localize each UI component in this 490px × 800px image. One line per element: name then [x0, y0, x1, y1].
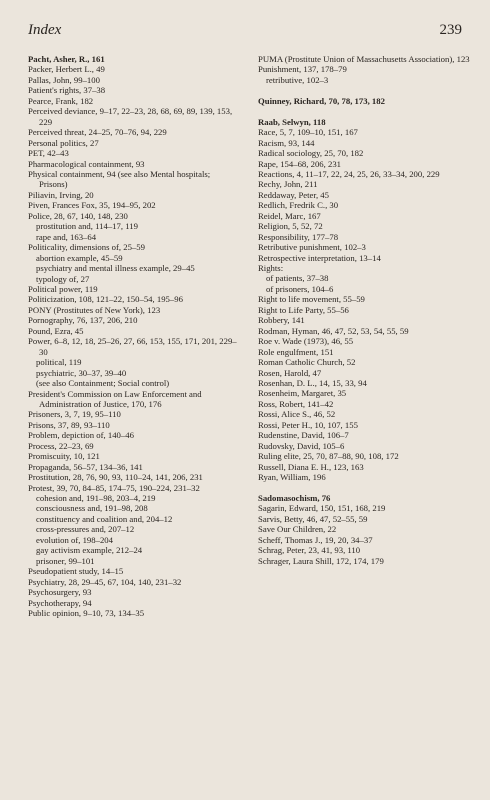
index-entry: Rosenhan, D. L., 14, 15, 33, 94	[258, 378, 367, 389]
index-entry: Pearce, Frank, 182	[28, 95, 94, 106]
index-entry: Propaganda, 56–57, 134–36, 141	[28, 461, 143, 472]
index-entry: Role engulfment, 151	[258, 346, 334, 357]
index-entry: Rape, 154–68, 206, 231	[258, 158, 342, 169]
index-entry: Radical sociology, 25, 70, 182	[258, 148, 364, 159]
index-entry: Rossi, Peter H., 10, 107, 155	[258, 419, 358, 430]
index-entry: Power, 6–8, 12, 18, 25–26, 27, 66, 153, 155, 171, 201, 229–30	[28, 336, 237, 357]
index-entry: Religion, 5, 52, 72	[258, 221, 323, 232]
index-entry: Redlich, Fredrik C., 30	[258, 200, 339, 211]
index-subentry: cohesion and, 191–98, 203–4, 219	[36, 493, 156, 504]
index-entry: Perceived threat, 24–25, 70–76, 94, 229	[28, 127, 167, 138]
index-entry: Rodman, Hyman, 46, 47, 52, 53, 54, 55, 59	[258, 325, 409, 336]
index-entry: Pseudopatient study, 14–15	[28, 566, 124, 577]
index-entry: Rosenheim, Margaret, 35	[258, 388, 347, 399]
index-entry: Right to Life Party, 55–56	[258, 304, 349, 315]
page-number: 239	[439, 22, 462, 38]
index-entry: Public opinion, 9–10, 73, 134–35	[28, 608, 145, 619]
index-entry: Rosen, Harold, 47	[258, 367, 322, 378]
index-subentry: of prisoners, 104–6	[266, 283, 334, 294]
index-entry: Pallas, John, 99–100	[28, 74, 100, 85]
index-subentry: typology of, 27	[36, 273, 90, 284]
index-subentry: of patients, 37–38	[266, 273, 329, 284]
index-entry: Rossi, Alice S., 46, 52	[258, 409, 336, 420]
index-entry: Perceived deviance, 9–17, 22–23, 28, 68, 69, 89, 139, 153, 229	[28, 106, 233, 127]
running-head-title: Index	[28, 22, 62, 38]
index-subentry: prisoner, 99–101	[36, 555, 95, 566]
index-entry: Problem, depiction of, 140–46	[28, 430, 134, 441]
index-entry: PUMA (Prostitute Union of Massachusetts Association), 123	[258, 54, 470, 64]
index-entry: Political power, 119	[28, 283, 98, 294]
index-entry: Race, 5, 7, 109–10, 151, 167	[258, 127, 358, 138]
index-subentry: gay activism example, 212–24	[36, 545, 143, 556]
index-entry: Politicality, dimensions of, 25–59	[28, 242, 145, 253]
index-entry: Psychosurgery, 93	[28, 587, 92, 598]
index-entry: Packer, Herbert L., 49	[28, 64, 105, 75]
index-subentry: psychiatry and mental illness example, 29–45	[36, 263, 195, 274]
index-entry: Psychotherapy, 94	[28, 597, 92, 608]
index-entry: Roe v. Wade (1973), 46, 55	[258, 336, 354, 347]
index-entry: Racism, 93, 144	[258, 137, 315, 148]
index-letter-head-entry: Quinney, Richard, 70, 78, 173, 182	[258, 95, 385, 106]
index-entry: Piven, Frances Fox, 35, 194–95, 202	[28, 200, 156, 211]
index-subentry: abortion example, 45–59	[36, 252, 123, 263]
index-entry: Prostitution, 28, 76, 90, 93, 110–24, 141, 206, 231	[28, 472, 203, 483]
index-entry: Psychiatry, 28, 29–45, 67, 104, 140, 231–32	[28, 576, 182, 587]
index-column-left	[28, 54, 240, 618]
index-entry: Retrospective interpretation, 13–14	[258, 252, 381, 263]
index-entry: PONY (Prostitutes of New York), 123	[28, 304, 161, 315]
index-entry: Ruling elite, 25, 70, 87–88, 90, 108, 172	[258, 451, 399, 462]
index-entry: Process, 22–23, 69	[28, 440, 94, 451]
index-entry: Prisons, 37, 89, 93–110	[28, 419, 110, 430]
index-entry: Robbery, 141	[258, 315, 305, 326]
index-entry: Reddaway, Peter, 45	[258, 189, 329, 200]
index-entry: Rights:	[258, 263, 284, 274]
index-entry: Scheff, Thomas J., 19, 20, 34–37	[258, 534, 373, 545]
index-entry: Rechy, John, 211	[258, 179, 318, 190]
index-entry: Reidel, Marc, 167	[258, 210, 321, 221]
index-subentry: retributive, 102–3	[266, 74, 329, 85]
index-subentry: evolution of, 198–204	[36, 534, 113, 545]
index-entry: Personal politics, 27	[28, 137, 99, 148]
index-entry: Responsibility, 177–78	[258, 231, 339, 242]
index-letter-head-entry: Pacht, Asher, R., 161	[28, 54, 105, 64]
index-entry: Politicization, 108, 121–22, 150–54, 195–96	[28, 294, 183, 305]
index-column-right	[258, 54, 472, 566]
index-letter-head-entry: Sadomasochism, 76	[258, 492, 331, 503]
index-entry: Russell, Diana E. H., 123, 163	[258, 461, 364, 472]
index-entry: Save Our Children, 22	[258, 524, 337, 535]
index-subentry: consciousness and, 191–98, 208	[36, 503, 148, 514]
index-entry: Ryan, William, 196	[258, 472, 326, 483]
index-entry: Right to life movement, 55–59	[258, 294, 365, 305]
index-entry: Schrager, Laura Shill, 172, 174, 179	[258, 555, 384, 566]
index-entry: Prisoners, 3, 7, 19, 95–110	[28, 409, 121, 420]
index-entry: Sagarin, Edward, 150, 151, 168, 219	[258, 503, 386, 514]
index-entry: Rudovsky, David, 105–6	[258, 440, 345, 451]
index-entry: President's Commission on Law Enforcement and Administration of Justice, 170, 176	[28, 388, 202, 409]
index-entry: Ross, Robert, 141–42	[258, 398, 334, 409]
index-entry: Promiscuity, 10, 121	[28, 451, 100, 462]
letter-group-spacer	[258, 483, 472, 493]
index-entry: Reactions, 4, 11–17, 22, 24, 25, 26, 33–34, 200, 229	[258, 168, 440, 179]
index-subentry: prostitution and, 114–17, 119	[36, 221, 138, 232]
letter-group-spacer	[258, 85, 472, 95]
index-entry: Rudenstine, David, 106–7	[258, 430, 349, 441]
index-entry: Punishment, 137, 178–79	[258, 64, 347, 75]
index-entry: Piliavin, Irving, 20	[28, 189, 94, 200]
index-letter-head-entry: Raab, Selwyn, 118	[258, 116, 326, 127]
index-subentry: cross-pressures and, 207–12	[36, 524, 135, 535]
index-entry: PET, 42–43	[28, 148, 69, 159]
index-entry: Physical containment, 94 (see also Mental hospitals; Prisons)	[28, 168, 211, 190]
index-entry: Retributive punishment, 102–3	[258, 242, 366, 253]
index-entry: Protest, 39, 70, 84–85, 174–75, 190–224, 231–32	[28, 482, 200, 493]
index-entry: Pharmacological containment, 93	[28, 158, 145, 169]
index-entry: Sarvis, Betty, 46, 47, 52–55, 59	[258, 513, 368, 524]
index-subentry: (see also Containment; Social control)	[36, 378, 170, 389]
index-entry: Police, 28, 67, 140, 148, 230	[28, 210, 128, 221]
index-entry: Pound, Ezra, 45	[28, 325, 84, 336]
index-subentry: rape and, 163–64	[36, 231, 97, 242]
index-subentry: constituency and coalition and, 204–12	[36, 513, 173, 524]
index-entry: Pornography, 76, 137, 206, 210	[28, 315, 138, 326]
index-subentry: political, 119	[36, 357, 82, 368]
index-entry: Roman Catholic Church, 52	[258, 357, 356, 368]
index-subentry: psychiatric, 30–37, 39–40	[36, 367, 127, 378]
index-entry: Patient's rights, 37–38	[28, 85, 106, 96]
index-entry: Schrag, Peter, 23, 41, 93, 110	[258, 545, 361, 556]
letter-group-spacer	[258, 106, 472, 116]
